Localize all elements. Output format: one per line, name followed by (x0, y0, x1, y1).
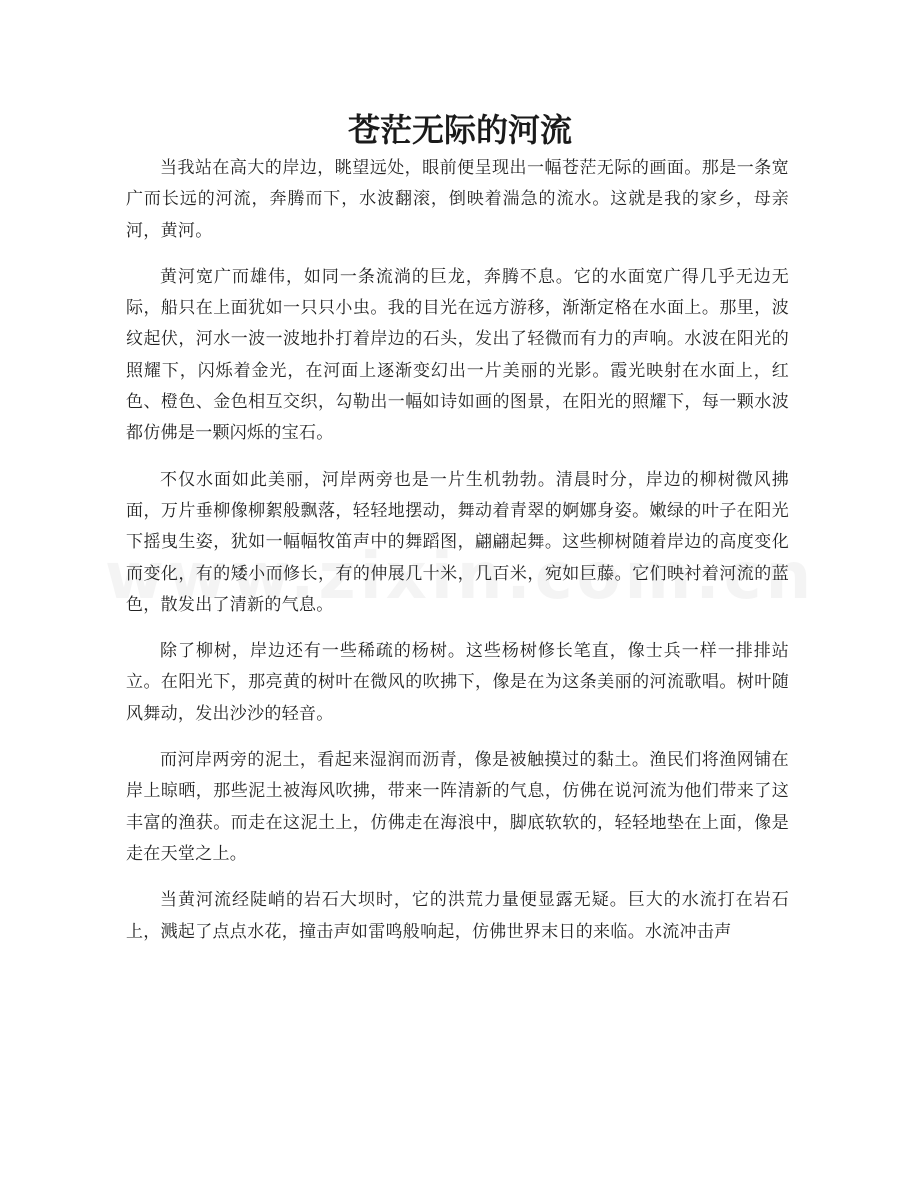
paragraph-5: 而河岸两旁的泥土，看起来湿润而沥青，像是被触摸过的黏土。渔民们将渔网铺在岸上晾晒，那些泥土被海风吹拂，带来一阵清新的气息，仿佛在说河流为他们带来了这丰富的渔获。而走在这泥土上，仿佛走在海浪中，脚底软软的，轻轻地垫在上面，像是走在天堂之上。 (126, 750, 789, 864)
document-title: 苍茫无际的河流 (347, 111, 572, 149)
paragraph-2: 黄河宽广而雄伟，如同一条流淌的巨龙，奔腾不息。它的水面宽广得几乎无边无际，船只在上面犹如一只只小虫。我的目光在远方游移，渐渐定格在水面上。那里，波纹起伏，河水一波一波地扑打着岸边的石头，发出了轻微而有力的声响。水波在阳光的照耀下，闪烁着金光，在河面上逐渐变幻出一片美丽的光影。霞光映射在水面上，红色、橙色、金色相互交织，勾勒出一幅如诗如画的图景，在阳光的照耀下，每一颗水波都仿佛是一颗闪烁的宝石。 (126, 266, 789, 444)
document-body (126, 153, 789, 948)
paragraph-4: 除了柳树，岸边还有一些稀疏的杨树。这些杨树修长笔直，像士兵一样一排排站立。在阳光下，那亮黄的树叶在微风的吹拂下，像是在为这条美丽的河流歌唱。树叶随风舞动，发出沙沙的轻音。 (126, 641, 789, 724)
paragraph-3: 不仅水面如此美丽，河岸两旁也是一片生机勃勃。清晨时分，岸边的柳树微风拂面，万片垂柳像柳絮般飘落，轻轻地摆动，舞动着青翠的婀娜身姿。嫩绿的叶子在阳光下摇曳生姿，犹如一幅幅牧笛声中的舞蹈图，翩翩起舞。这些柳树随着岸边的高度变化而变化，有的矮小而修长，有的伸展几十米，几百米，宛如巨藤。它们映衬着河流的蓝色，散发出了清新的气息。 (126, 469, 789, 615)
paragraph-1: 当我站在高大的岸边，眺望远处，眼前便呈现出一幅苍茫无际的画面。那是一条宽广而长远的河流，奔腾而下，水波翻滚，倒映着湍急的流水。这就是我的家乡，母亲河，黄河。 (126, 158, 789, 241)
paragraph-6: 当黄河流经陡峭的岩石大坝时，它的洪荒力量便显露无疑。巨大的水流打在岩石上，溅起了点点水花，撞击声如雷鸣般响起，仿佛世界末日的来临。水流冲击声 (126, 890, 789, 942)
